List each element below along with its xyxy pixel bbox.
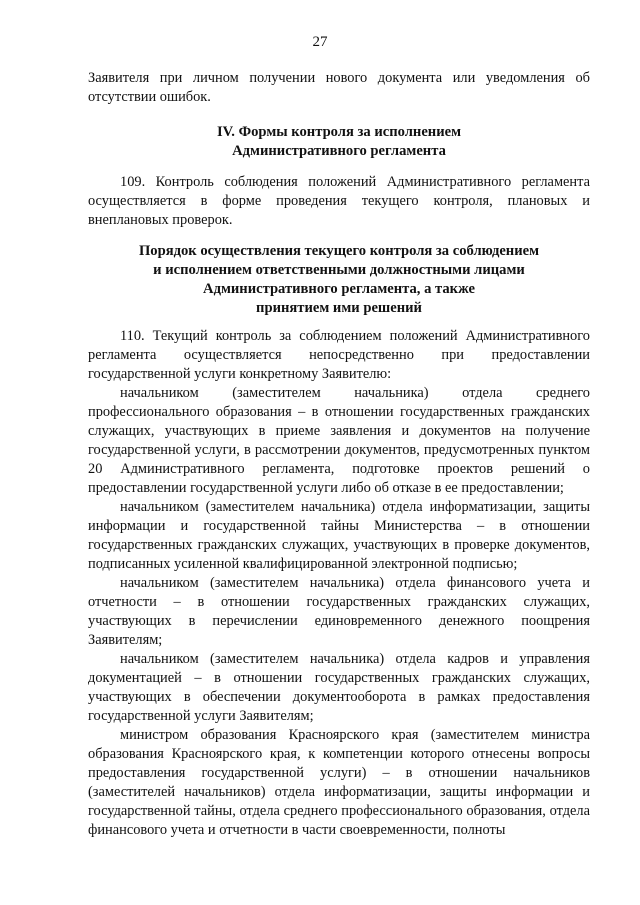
subheading-line: Административного регламента, а также: [203, 281, 475, 297]
section-heading-line: IV. Формы контроля за исполнением: [216, 124, 462, 140]
paragraph-109-block: [88, 173, 590, 230]
paragraph-110-block: [88, 327, 590, 840]
intro-block: [88, 69, 590, 107]
list-item: начальником (заместителем начальника) отдела среднего профессионального образования – в отношении государственных гражданских служащих, участвующих в приеме заявления и документов на получение государственной услуги, в рассмотрении документов, предусмотренных пунктом 20 Административного регламента, подготовке проектов решений о предоставлении государственной услуги либо об отказе в ее предоставлении;: [88, 385, 590, 496]
subheading-line: Порядок осуществления текущего контроля за соблюдением: [138, 243, 540, 259]
paragraph-110: 110. Текущий контроль за соблюдением положений Административного регламента осуществляется непосредственно при предоставлении государственной услуги конкретному Заявителю:: [88, 328, 590, 382]
section-heading: [88, 123, 590, 161]
subheading-line: и исполнением ответственными должностными лицами: [153, 262, 525, 278]
section-heading-line: Административного регламента: [232, 143, 446, 159]
list-item: начальником (заместителем начальника) отдела кадров и управления документацией – в отношении государственных гражданских служащих, участвующих в обеспечении документооборота в рамках предоставления государственной услуги Заявителям;: [88, 651, 590, 724]
subheading: [88, 242, 590, 318]
list-item: министром образования Красноярского края (заместителем министра образования Красноярского края, к компетенции которого отнесены вопросы предоставления государственной услуги) – в отношении начальников (заместителей начальников) отдела информатизации, защиты информации и государственной тайны, отдела среднего профессионального образования, отдела финансового учета и отчетности в части своевременности, полноты: [88, 727, 590, 838]
list-item: начальником (заместителем начальника) отдела финансового учета и отчетности – в отношении государственных гражданских служащих, участвующих в перечислении единовременного денежного поощрения Заявителям;: [88, 575, 590, 648]
subheading-line: принятием ими решений: [256, 300, 422, 316]
list-item: начальником (заместителем начальника) отдела информатизации, защиты информации и государственной тайны Министерства – в отношении государственных гражданских служащих, участвующих в проверке документов, подписанных усиленной квалифицированной электронной подписью;: [88, 499, 590, 572]
page-number: 27: [312, 34, 328, 50]
paragraph-109: 109. Контроль соблюдения положений Административного регламента осуществляется в форме проведения текущего контроля, плановых и внеплановых проверок.: [88, 174, 590, 228]
intro-paragraph: Заявителя при личном получении нового документа или уведомления об отсутствии ошибок.: [88, 70, 590, 105]
